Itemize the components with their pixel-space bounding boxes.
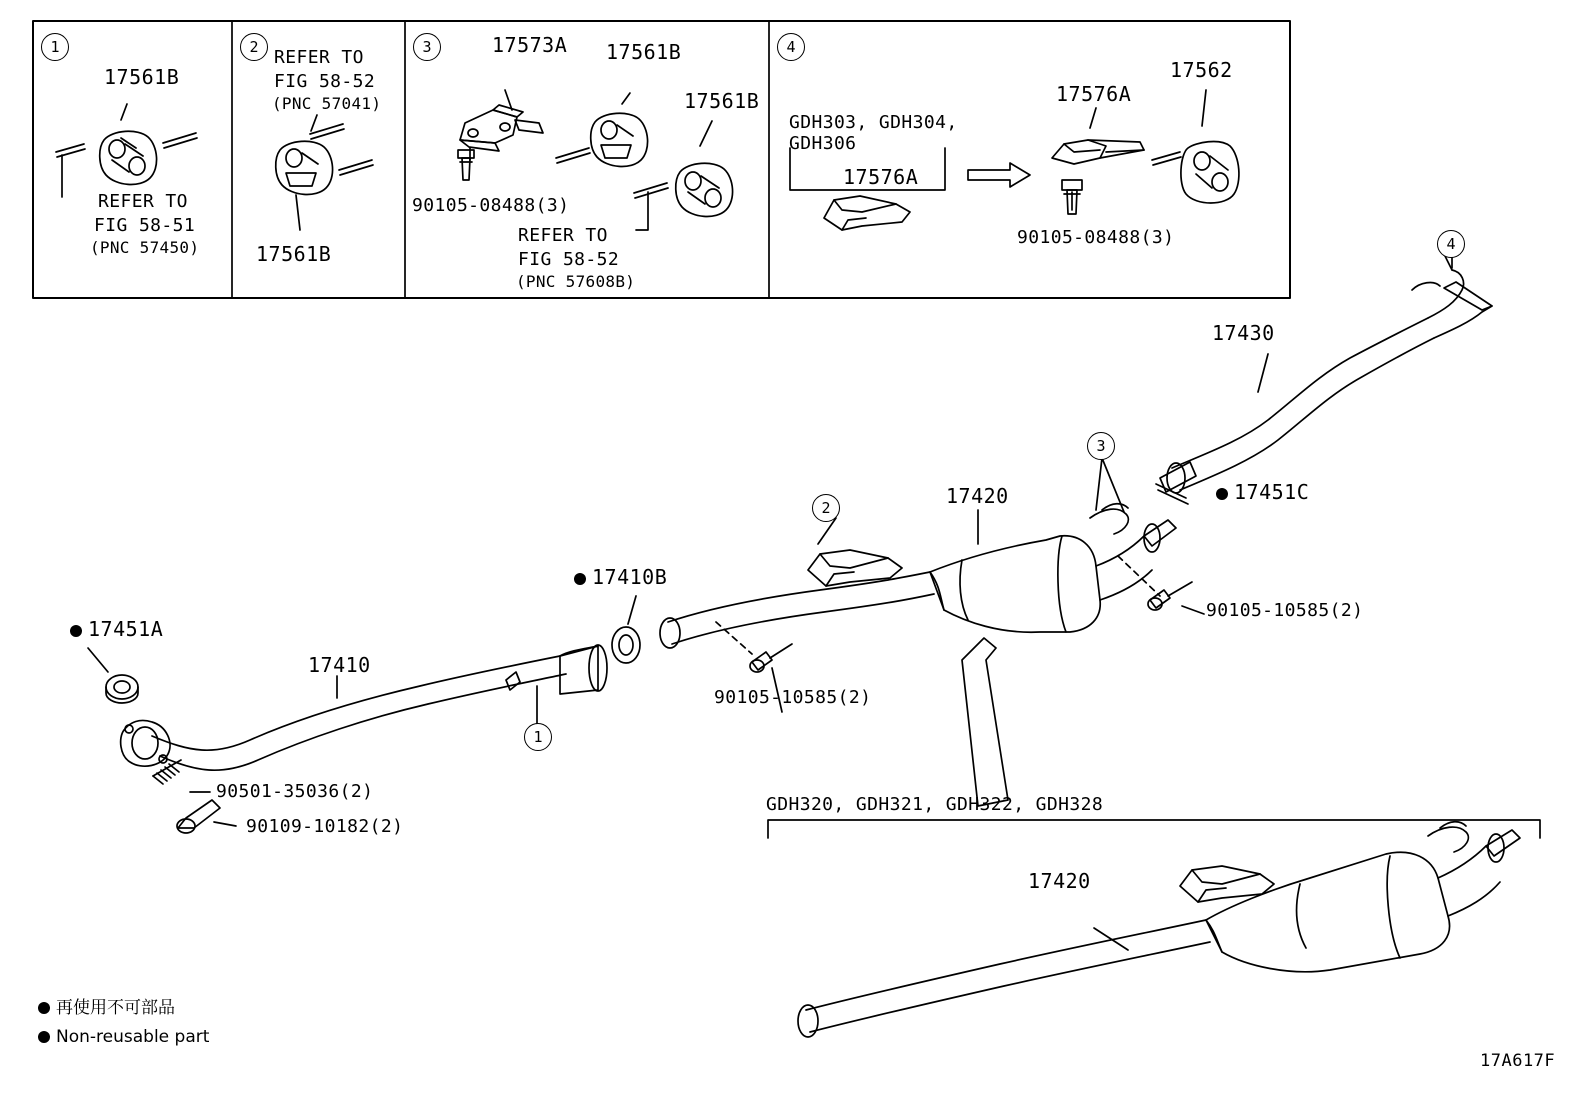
label-box3-17561B-b: 17561B (684, 89, 760, 113)
label-90105-10585-right: 90105-10585(2) (1206, 600, 1364, 621)
label-box1-pnc: (PNC 57450) (90, 238, 200, 257)
callout-4-box (777, 33, 805, 61)
callout-1-box-label: 1 (50, 38, 60, 56)
non-reusable-dot (38, 1031, 50, 1043)
non-reusable-dot (1216, 488, 1228, 500)
label-box3-17561B-a: 17561B (606, 40, 682, 64)
callout-main-1-label: 1 (533, 728, 543, 746)
callout-2-box-label: 2 (249, 38, 259, 56)
label-box4-models-line2: GDH306 (789, 133, 857, 154)
callout-main-3 (1087, 432, 1115, 460)
label-box3-fig: FIG 58-52 (518, 249, 620, 270)
label-90109-10182: 90109-10182(2) (246, 816, 404, 837)
non-reusable-dot (38, 1002, 50, 1014)
label-box2-fig: FIG 58-52 (274, 71, 376, 92)
callout-4-box-label: 4 (786, 38, 796, 56)
label-17430: 17430 (1212, 321, 1275, 345)
legend-en-text: Non-reusable part (56, 1027, 210, 1047)
callout-main-2 (812, 494, 840, 522)
label-box3-17573A: 17573A (492, 33, 568, 57)
callout-main-2-label: 2 (821, 499, 831, 517)
label-17451A-text: 17451A (88, 617, 164, 641)
callout-main-3-label: 3 (1096, 437, 1106, 455)
label-17410B-text: 17410B (592, 565, 668, 589)
label-90105-10585-left: 90105-10585(2) (714, 687, 872, 708)
legend-jp-text: 再使用不可部品 (56, 998, 175, 1018)
label-box1-fig: FIG 58-51 (94, 215, 196, 236)
callout-main-4-label: 4 (1446, 235, 1456, 253)
non-reusable-dot (70, 625, 82, 637)
legend-en (38, 1028, 209, 1048)
label-17451C-text: 17451C (1234, 480, 1310, 504)
non-reusable-dot (574, 573, 586, 585)
label-17420: 17420 (946, 484, 1009, 508)
callout-1-box (41, 33, 69, 61)
label-box3-bolt: 90105-08488(3) (412, 195, 570, 216)
label-box1-17561B: 17561B (104, 65, 180, 89)
label-box3-refer-to: REFER TO (518, 225, 608, 246)
label-17451A (70, 618, 163, 641)
label-box4-17562: 17562 (1170, 58, 1233, 82)
label-box2-17561B: 17561B (256, 242, 332, 266)
label-variant-17420: 17420 (1028, 869, 1091, 893)
label-box2-refer-to: REFER TO (274, 47, 364, 68)
label-box4-models-line1: GDH303, GDH304, (789, 112, 958, 133)
callout-main-1 (524, 723, 552, 751)
callout-3-box (413, 33, 441, 61)
label-17410B (574, 566, 667, 589)
label-box4-bolt: 90105-08488(3) (1017, 227, 1175, 248)
legend-jp (38, 999, 175, 1019)
label-17451C (1216, 481, 1309, 504)
label-variant-models: GDH320, GDH321, GDH322, GDH328 (766, 794, 1104, 815)
label-17410: 17410 (308, 653, 371, 677)
label-box4-17576A-left: 17576A (843, 165, 919, 189)
label-box1-refer-to: REFER TO (98, 191, 188, 212)
label-90501-35036: 90501-35036(2) (216, 781, 374, 802)
callout-2-box (240, 33, 268, 61)
callout-main-4 (1437, 230, 1465, 258)
label-box2-pnc: (PNC 57041) (272, 94, 382, 113)
callout-3-box-label: 3 (422, 38, 432, 56)
diagram-code: 17A617F (1480, 1051, 1556, 1071)
label-box4-17576A-right: 17576A (1056, 82, 1132, 106)
label-box3-pnc: (PNC 57608B) (516, 272, 636, 291)
